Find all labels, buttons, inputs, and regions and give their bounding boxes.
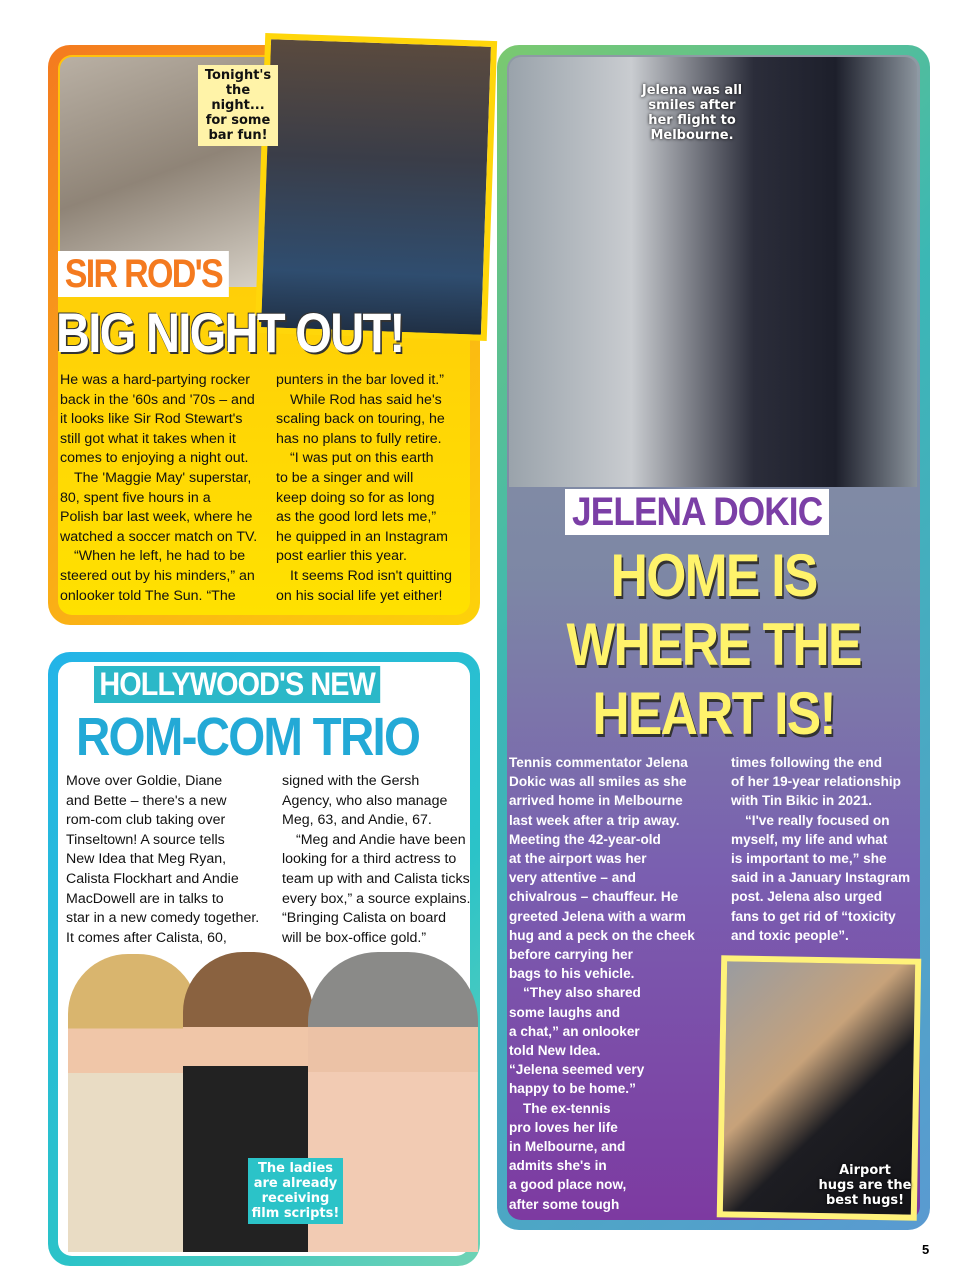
caption-line: the night... <box>211 83 265 113</box>
romcom-article <box>48 652 480 1266</box>
body-text-line: to be a singer and will <box>276 469 414 486</box>
body-text-line: he quipped in an Instagram <box>276 528 448 545</box>
body-text-line: onlooker told The Sun. “The <box>60 587 236 604</box>
body-text-line: pro loves her life <box>509 1119 618 1135</box>
romcom-column-2 <box>282 772 482 948</box>
body-text-line: He was a hard-partying rocker <box>60 372 251 388</box>
body-text-line: “Bringing Calista on board <box>282 910 447 927</box>
romcom-column-1 <box>66 772 266 948</box>
rod-column-2 <box>276 371 476 606</box>
rod-photo-street <box>255 33 497 341</box>
body-text-line: “Jelena seemed very <box>509 1062 645 1078</box>
body-text-line: Move over Goldie, Diane <box>66 773 223 789</box>
body-text-line: greeted Jelena with a warm <box>509 908 686 924</box>
body-text-line: said in a January Instagram <box>731 870 911 886</box>
body-text-line: The ex-tennis <box>523 1100 611 1116</box>
jelena-column-1 <box>509 753 709 1214</box>
body-text-line: “I was put on this earth <box>290 450 434 467</box>
body-text-line: rom-com club taking over <box>66 812 226 829</box>
body-text-line: will be box-office gold.” <box>282 929 427 946</box>
body-text-line: bags to his vehicle. <box>509 966 635 982</box>
jelena-headline <box>533 541 894 748</box>
body-text-line: “Meg and Andie have been <box>296 831 466 848</box>
headline-line: WHERE THE <box>566 611 861 678</box>
body-text-line: steered out by his minders,” an <box>60 567 255 584</box>
body-text-line: It comes after Calista, 60, <box>66 929 227 946</box>
headline-line: HOME IS <box>610 542 817 609</box>
body-text-line: and toxic people”. <box>731 927 849 943</box>
caption-line: are already <box>253 1176 338 1191</box>
headline-line: HEART IS! <box>592 680 835 747</box>
caption-line: best hugs! <box>825 1193 905 1208</box>
body-text-line: myself, my life and what <box>731 831 888 847</box>
caption-line: for some <box>205 113 271 128</box>
body-text-line: keep doing so for as long <box>276 489 435 506</box>
rod-photo-caption <box>198 65 278 146</box>
body-text-line: MacDowell are in talks to <box>66 890 224 907</box>
caption-line: Tonight's <box>204 68 272 83</box>
body-text-line: While Rod has said he's <box>290 391 442 408</box>
body-text-line: signed with the Gersh <box>282 773 420 789</box>
rod-headline: BIG NIGHT OUT! <box>56 301 404 364</box>
body-text-line: admits she's in <box>509 1158 607 1174</box>
body-text-line: Agency, who also manage <box>282 792 448 809</box>
body-text-line: scaling back on touring, he <box>276 411 445 428</box>
body-text-line: post. Jelena also urged <box>731 889 883 905</box>
body-text-line: team up with and Calista ticks <box>282 870 470 887</box>
body-text-line: It seems Rod isn't quitting <box>290 567 452 584</box>
body-text-line: fans to get rid of “toxicity <box>731 908 896 924</box>
jelena-dokic-article <box>497 45 930 1230</box>
body-text-line: told New Idea. <box>509 1043 601 1059</box>
body-text-line: in Melbourne, and <box>509 1139 626 1155</box>
body-text-line: as the good lord lets me,” <box>276 509 437 526</box>
romcom-headline: ROM-COM TRIO <box>76 707 420 767</box>
body-text-line: some laughs and <box>509 1004 621 1020</box>
body-text-line: happy to be home.” <box>509 1081 636 1097</box>
body-text-line: arrived home in Melbourne <box>509 793 683 809</box>
caption-line: Airport <box>839 1163 891 1178</box>
hug-photo-caption <box>815 1163 915 1208</box>
body-text-line: chivalrous – chauffeur. He <box>509 889 679 905</box>
body-text-line: hug and a peck on the cheek <box>509 927 695 943</box>
body-text-line: 80, spent five hours in a <box>60 489 211 506</box>
body-text-line: post earlier this year. <box>276 548 407 565</box>
body-text-line: a chat,” an onlooker <box>509 1023 640 1039</box>
body-text-line: watched a soccer match on TV. <box>60 528 258 545</box>
body-text-line: still got what it takes when it <box>60 430 236 447</box>
body-text-line: comes to enjoying a night out. <box>60 450 249 467</box>
jelena-top-caption <box>637 83 747 143</box>
body-text-line: back in the '60s and '70s – and <box>60 391 255 408</box>
rod-column-1 <box>60 371 260 606</box>
romcom-body <box>66 772 482 948</box>
body-text-line: it looks like Sir Rod Stewart's <box>60 411 243 428</box>
caption-line: Jelena was all <box>641 83 743 98</box>
caption-line: Melbourne. <box>650 128 734 143</box>
jelena-kicker: JELENA DOKIC <box>565 489 829 535</box>
body-text-line: “They also shared <box>523 985 641 1001</box>
caption-line: her flight to <box>648 113 736 128</box>
rod-kicker: SIR ROD'S <box>58 251 229 297</box>
caption-line: receiving <box>261 1191 330 1206</box>
caption-line: The ladies <box>257 1161 333 1176</box>
body-text-line: on his social life yet either! <box>276 587 443 604</box>
caption-line: hugs are the <box>818 1178 912 1193</box>
caption-line: smiles after <box>648 98 736 113</box>
romcom-photo-caption <box>248 1158 343 1224</box>
body-text-line: and Bette – there's a new <box>66 792 227 809</box>
body-text-line: punters in the bar loved it.” <box>276 372 444 388</box>
body-text-line: is important to me,” she <box>731 851 887 867</box>
meg-ryan-photo <box>68 954 198 1252</box>
body-text-line: of her 19-year relationship <box>731 774 901 790</box>
body-text-line: “When he left, he had to be <box>74 548 246 565</box>
body-text-line: times following the end <box>731 755 883 770</box>
body-text-line: New Idea that Meg Ryan, <box>66 851 227 868</box>
body-text-line: Polish bar last week, where he <box>60 509 253 526</box>
body-text-line: after some tough <box>509 1196 620 1212</box>
body-text-line: with Tin Bikic in 2021. <box>731 793 873 809</box>
caption-line: bar fun! <box>208 128 268 143</box>
body-text-line: Meeting the 42-year-old <box>509 831 661 847</box>
body-text-line: very attentive – and <box>509 870 636 886</box>
body-text-line: Calista Flockhart and Andie <box>66 870 239 887</box>
body-text-line: every box,” a source explains. <box>282 890 471 907</box>
body-text-line: Meg, 63, and Andie, 67. <box>282 812 432 829</box>
caption-line: film scripts! <box>251 1206 340 1221</box>
body-text-line: Tennis commentator Jelena <box>509 755 688 770</box>
body-text-line: a good place now, <box>509 1177 627 1193</box>
page-number: 5 <box>922 1242 930 1257</box>
body-text-line: Dokic was all smiles as she <box>509 774 687 790</box>
body-text-line: last week after a trip away. <box>509 812 680 828</box>
rod-body <box>60 371 476 606</box>
body-text-line: star in a new comedy together. <box>66 910 260 927</box>
rod-stewart-article <box>48 45 480 625</box>
body-text-line: at the airport was her <box>509 851 647 867</box>
romcom-kicker: HOLLYWOOD'S NEW <box>94 666 380 703</box>
body-text-line: before carrying her <box>509 947 633 963</box>
body-text-line: The 'Maggie May' superstar, <box>74 469 252 486</box>
body-text-line: “I've really focused on <box>745 812 890 828</box>
body-text-line: Tinseltown! A source tells <box>66 831 225 848</box>
body-text-line: has no plans to fully retire. <box>276 430 442 447</box>
body-text-line: looking for a third actress to <box>282 851 457 868</box>
